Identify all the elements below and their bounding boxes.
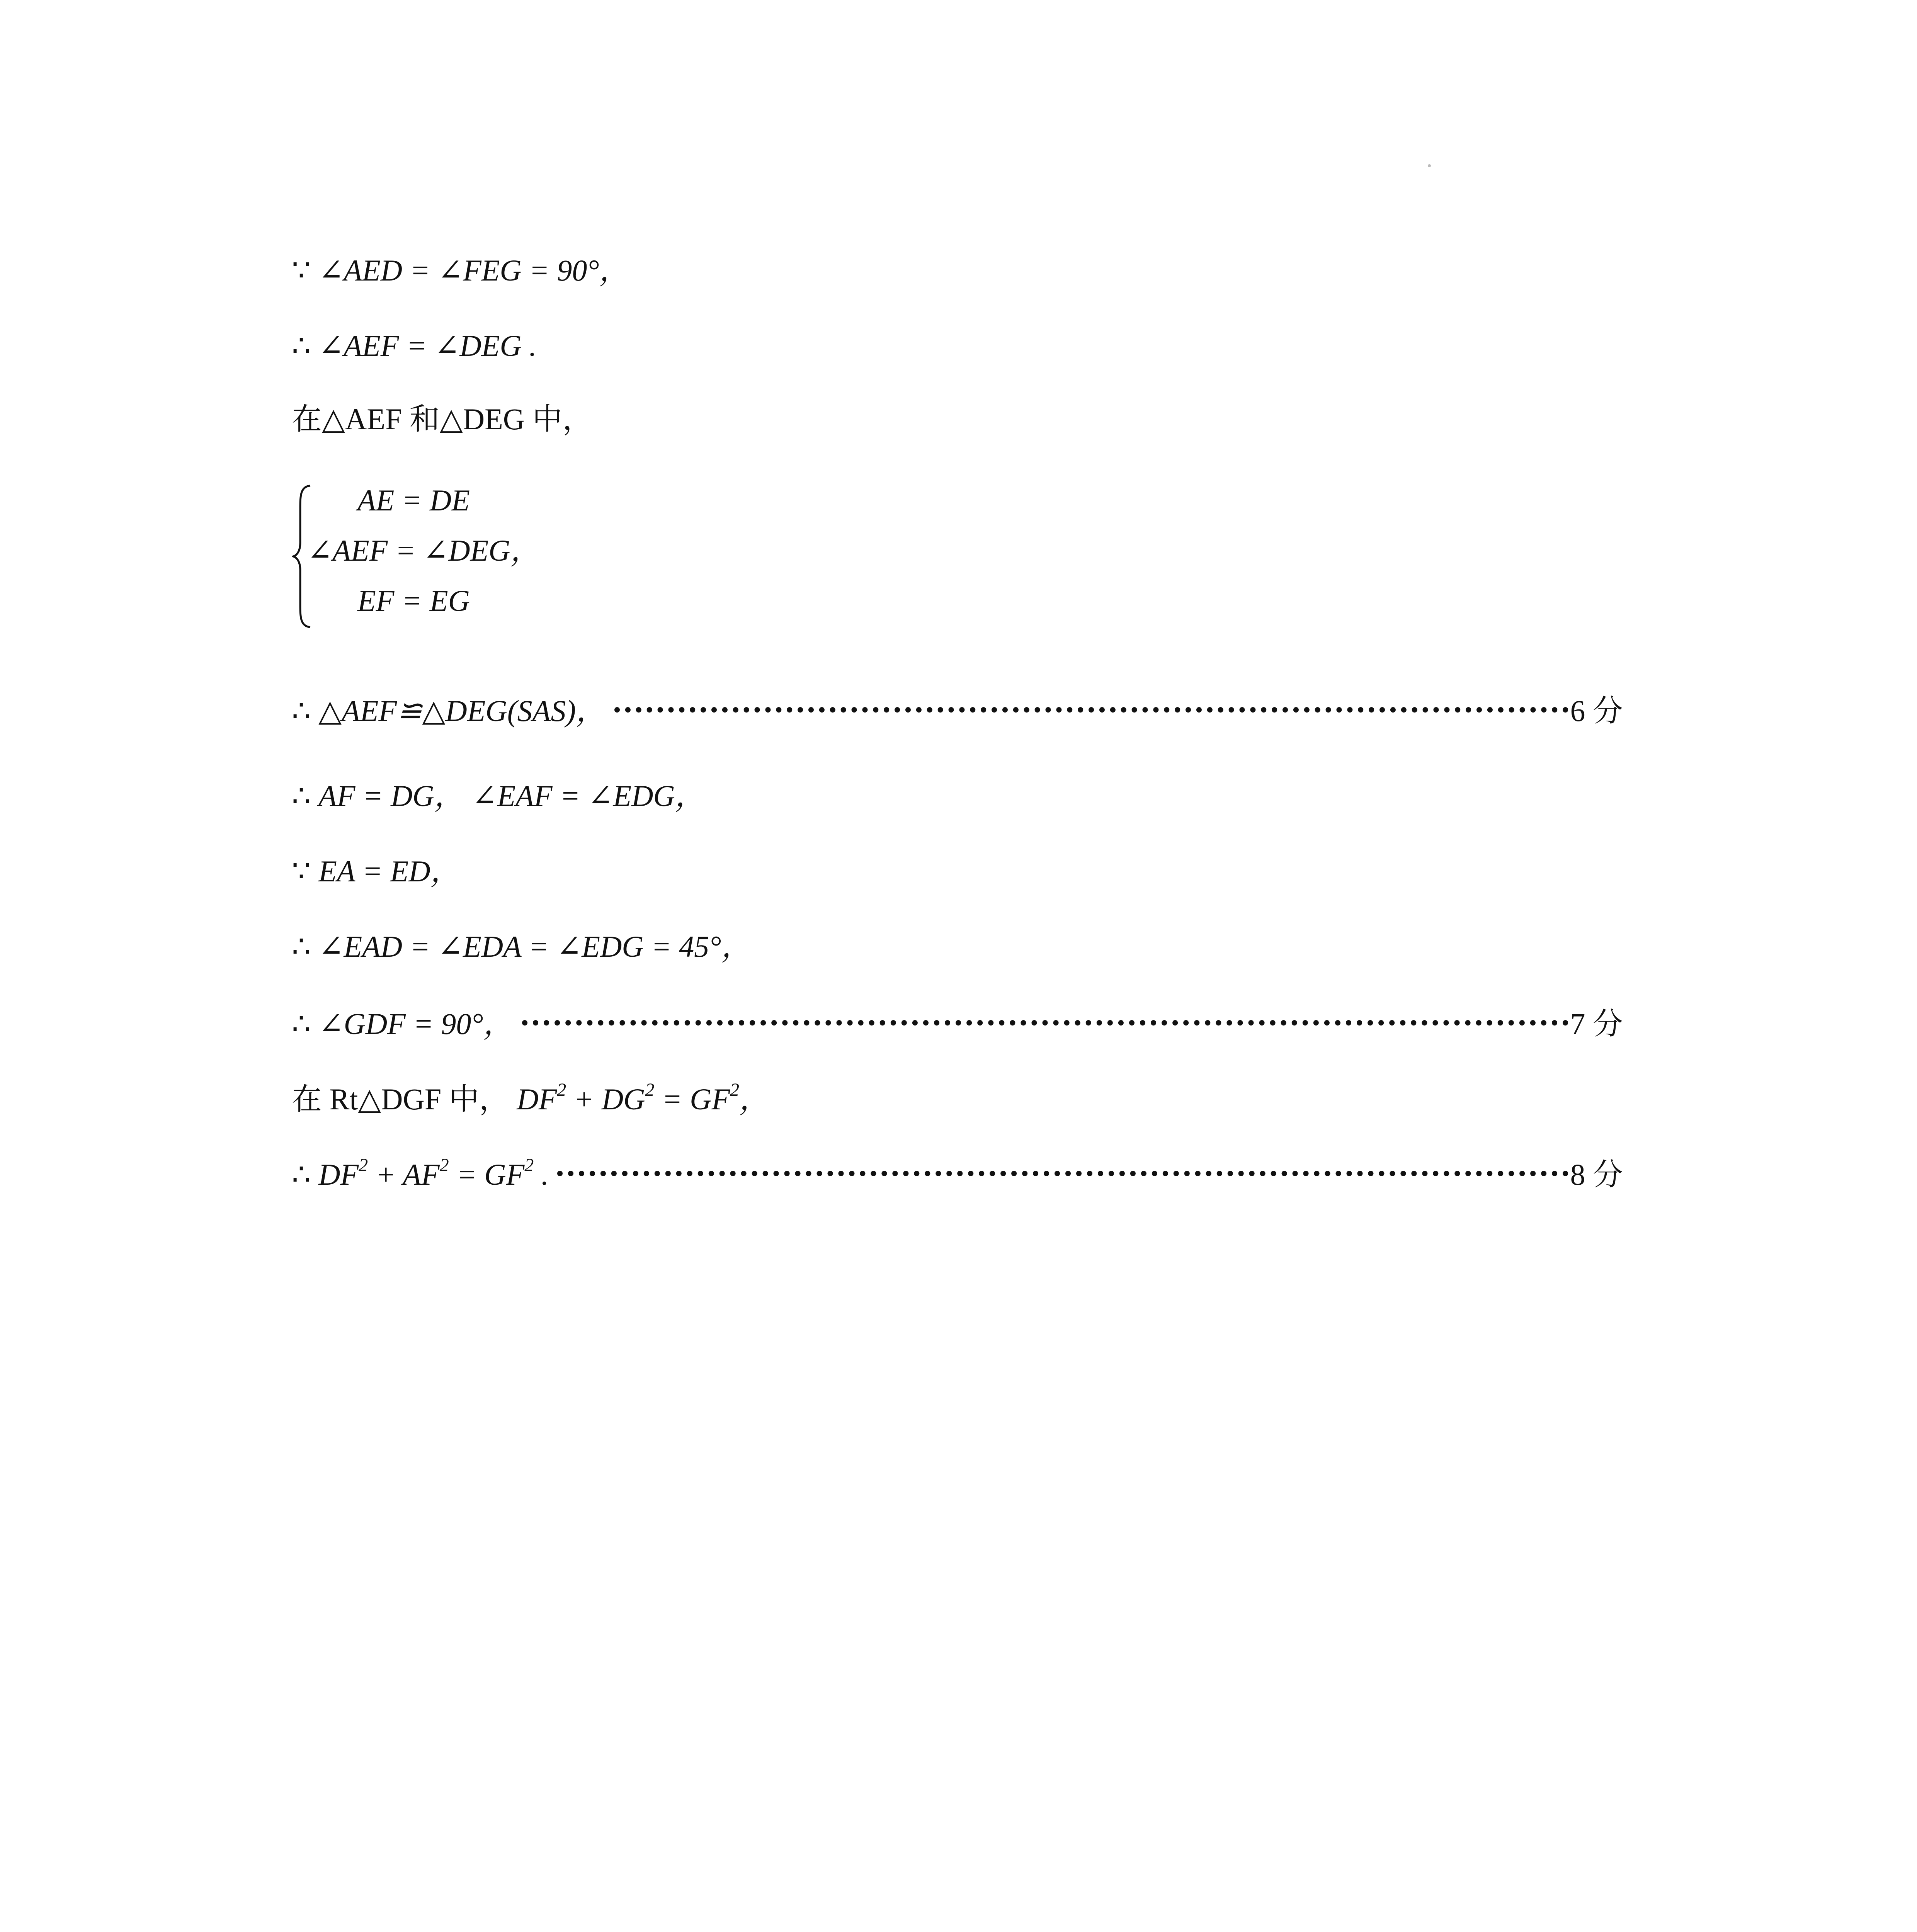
- proof-line-3: [292, 400, 593, 439]
- proof-text: ∠EAD = ∠EDA = ∠EDG = 45°，: [318, 930, 752, 963]
- system-row-3: EF = EG: [357, 584, 470, 617]
- therefore-symbol: ∴: [292, 779, 311, 813]
- score-label: 6 分: [1570, 694, 1623, 728]
- dotted-leader: [522, 1020, 1569, 1026]
- equation: $DF^2 + AF^2 = GF^2$ .: [318, 1155, 549, 1191]
- equation: $DF^2 + DG^2 = GF^2$，: [517, 1080, 770, 1116]
- proof-line-1: [292, 251, 629, 290]
- because-symbol: ∵: [292, 253, 311, 288]
- proof-line-2: [292, 327, 537, 365]
- system-row-1: AE = DE: [357, 483, 470, 517]
- proof-text: ∠AEF = ∠DEG .: [318, 329, 537, 362]
- proof-text: ∠AED = ∠FEG = 90°，: [318, 253, 629, 287]
- score-label: 8 分: [1570, 1158, 1623, 1191]
- proof-line-7: [292, 927, 751, 966]
- proof-line-4: [292, 692, 1623, 730]
- dotted-leader: [557, 1171, 1568, 1176]
- proof-text: AF = DG， ∠EAF = ∠EDG，: [318, 779, 705, 813]
- therefore-symbol: ∴: [292, 929, 311, 964]
- therefore-symbol: ∴: [292, 1007, 311, 1041]
- proof-text: ∠GDF = 90°，: [318, 1007, 514, 1041]
- score-label: 7 分: [1570, 1007, 1623, 1041]
- proof-line-10: [292, 1155, 1623, 1194]
- therefore-symbol: ∴: [292, 1157, 311, 1192]
- therefore-symbol: ∴: [292, 328, 311, 363]
- proof-text: 在 Rt△DGF 中，: [292, 1082, 509, 1116]
- proof-line-8: [292, 1005, 1623, 1043]
- equation-system: [292, 481, 601, 632]
- proof-text: EA = ED，: [318, 854, 461, 888]
- because-symbol: ∵: [292, 854, 311, 889]
- proof-line-5: [292, 777, 705, 815]
- proof-line-9: [292, 1080, 769, 1119]
- stray-dot: [1428, 164, 1431, 167]
- therefore-symbol: ∴: [292, 694, 311, 728]
- system-row-2: ∠AEF = ∠DEG，: [307, 534, 541, 567]
- proof-text: 在△AEF 和△DEG 中，: [292, 402, 593, 436]
- proof-text: △AEF≌△DEG(SAS)，: [318, 694, 606, 728]
- dotted-leader: [614, 707, 1568, 713]
- proof-line-6: [292, 852, 461, 891]
